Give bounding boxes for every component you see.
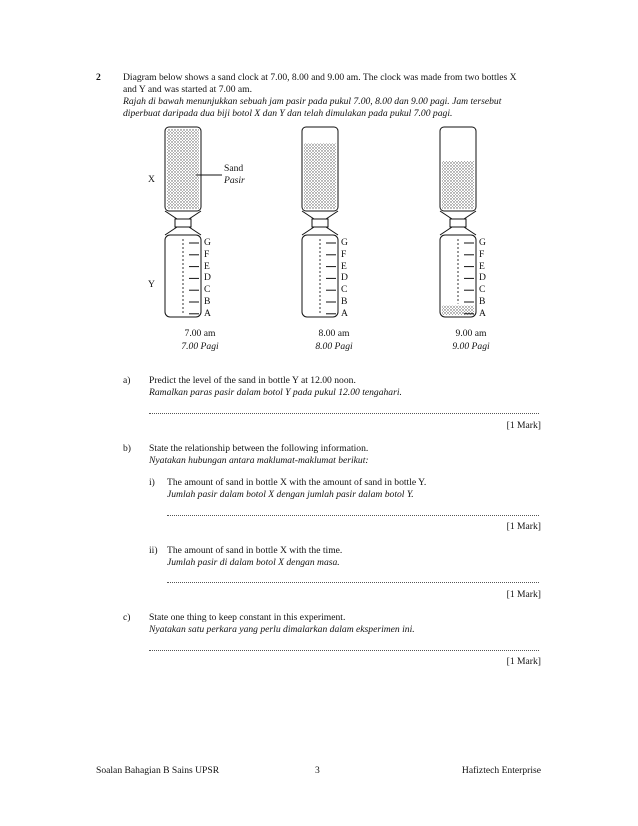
bottle-cap-3 xyxy=(450,219,466,227)
part-c-mark: [1 Mark] xyxy=(506,656,541,667)
footer-left: Soalan Bahagian B Sains UPSR xyxy=(96,765,220,776)
part-b-question-en: State the relationship between the following information. xyxy=(149,443,369,454)
sand-clock-diagram xyxy=(0,0,638,380)
bottle-x-sand-1 xyxy=(167,129,199,209)
scale-letter-g: G xyxy=(204,237,211,248)
scale-letter-d: D xyxy=(479,272,486,284)
scale-letter-c: C xyxy=(479,284,486,296)
part-b-i-mark: [1 Mark] xyxy=(506,521,541,532)
part-c-question-en: State one thing to keep constant in this experiment. xyxy=(149,612,346,623)
scale-letter-b: B xyxy=(341,296,348,307)
part-c-answer-line[interactable] xyxy=(149,650,539,651)
part-a-question-ms: Ramalkan paras pasir dalam botol Y pada pukul 12.00 tengahari. xyxy=(149,387,402,398)
scale-letter-f: F xyxy=(341,248,347,260)
clock-3-time-en: 9.00 am xyxy=(455,328,487,339)
clock-2-time-ms: 8.00 Pagi xyxy=(315,341,353,352)
scale-letter-c: C xyxy=(204,284,211,296)
scale-letter-d: D xyxy=(341,272,348,284)
part-a-label: a) xyxy=(123,375,131,386)
sand-clock-2 xyxy=(302,127,338,317)
part-b-i-question-ms: Jumlah pasir dalam botol X dengan jumlah pasir dalam botol Y. xyxy=(167,489,414,500)
label-sand-ms: Pasir xyxy=(224,175,245,186)
part-b-i-answer-line[interactable] xyxy=(167,515,539,516)
question-number: 2 xyxy=(96,72,101,83)
scale-letter-f: F xyxy=(204,248,210,260)
scale-letter-e: E xyxy=(479,260,485,272)
bottle-cap-1 xyxy=(175,219,191,227)
scale-letter-a: A xyxy=(479,307,486,319)
part-a-answer-line[interactable] xyxy=(149,413,539,414)
part-b-i-question-en: The amount of sand in bottle X with the amount of sand in bottle Y. xyxy=(167,477,427,488)
question-intro-ms-1: Rajah di bawah menunjukkan sebuah jam pasir pada pukul 7.00, 8.00 dan 9.00 pagi. Jam tersebut xyxy=(123,96,502,107)
question-intro-en-2: and Y and was started at 7.00 am. xyxy=(123,84,253,95)
scale-letter-b: B xyxy=(479,296,486,307)
part-b-ii-question-en: The amount of sand in bottle X with the time. xyxy=(167,545,343,556)
scale-letter-a: A xyxy=(341,307,348,319)
part-b-label: b) xyxy=(123,443,131,454)
part-c-question-ms: Nyatakan satu perkara yang perlu dimalarkan dalam eksperimen ini. xyxy=(149,624,415,635)
scale-letter-a: A xyxy=(204,307,211,319)
part-b-ii-mark: [1 Mark] xyxy=(506,589,541,600)
clock-1-time-ms: 7.00 Pagi xyxy=(181,341,219,352)
part-b-ii-label: ii) xyxy=(149,545,158,556)
part-b-i-label: i) xyxy=(149,477,155,488)
clock-2-time-en: 8.00 am xyxy=(318,328,350,339)
label-sand-en: Sand xyxy=(224,163,244,174)
sand-clock-3 xyxy=(440,127,476,317)
part-a-mark: [1 Mark] xyxy=(506,420,541,431)
label-bottle-x: X xyxy=(148,174,155,185)
scale-letter-f: F xyxy=(479,248,485,260)
scale-letter-e: E xyxy=(204,260,210,272)
sand-clock-1 xyxy=(165,127,201,317)
bottle-x-sand-3 xyxy=(442,161,474,209)
part-a-question-en: Predict the level of the sand in bottle Y at 12.00 noon. xyxy=(149,375,356,386)
question-intro-ms-2: diperbuat daripada dua biji botol X dan Y dan telah dimulakan pada pukul 7.00 pagi. xyxy=(123,108,453,119)
part-b-ii-question-ms: Jumlah pasir di dalam botol X dengan masa. xyxy=(167,557,340,568)
part-c-label: c) xyxy=(123,612,131,623)
scale-letter-g: G xyxy=(479,237,486,248)
label-bottle-y: Y xyxy=(148,279,155,290)
clock-1-time-en: 7.00 am xyxy=(184,328,216,339)
scale-letter-g: G xyxy=(341,237,348,248)
part-b-question-ms: Nyatakan hubungan antara maklumat-maklumat berikut: xyxy=(149,455,369,466)
footer-right: Hafiztech Enterprise xyxy=(461,765,541,776)
question-intro-en-1: Diagram below shows a sand clock at 7.00, 8.00 and 9.00 am. The clock was made from two bottles X xyxy=(123,72,517,83)
footer-page-number: 3 xyxy=(315,765,320,776)
scale-letter-d: D xyxy=(204,272,211,284)
scale-letter-e: E xyxy=(341,260,347,272)
bottle-cap-2 xyxy=(312,219,328,227)
clock-3-time-ms: 9.00 Pagi xyxy=(452,341,490,352)
scale-letter-c: C xyxy=(341,284,348,296)
part-b-ii-answer-line[interactable] xyxy=(167,582,539,583)
bottle-x-sand-2 xyxy=(304,143,336,209)
scale-letter-b: B xyxy=(204,296,211,307)
